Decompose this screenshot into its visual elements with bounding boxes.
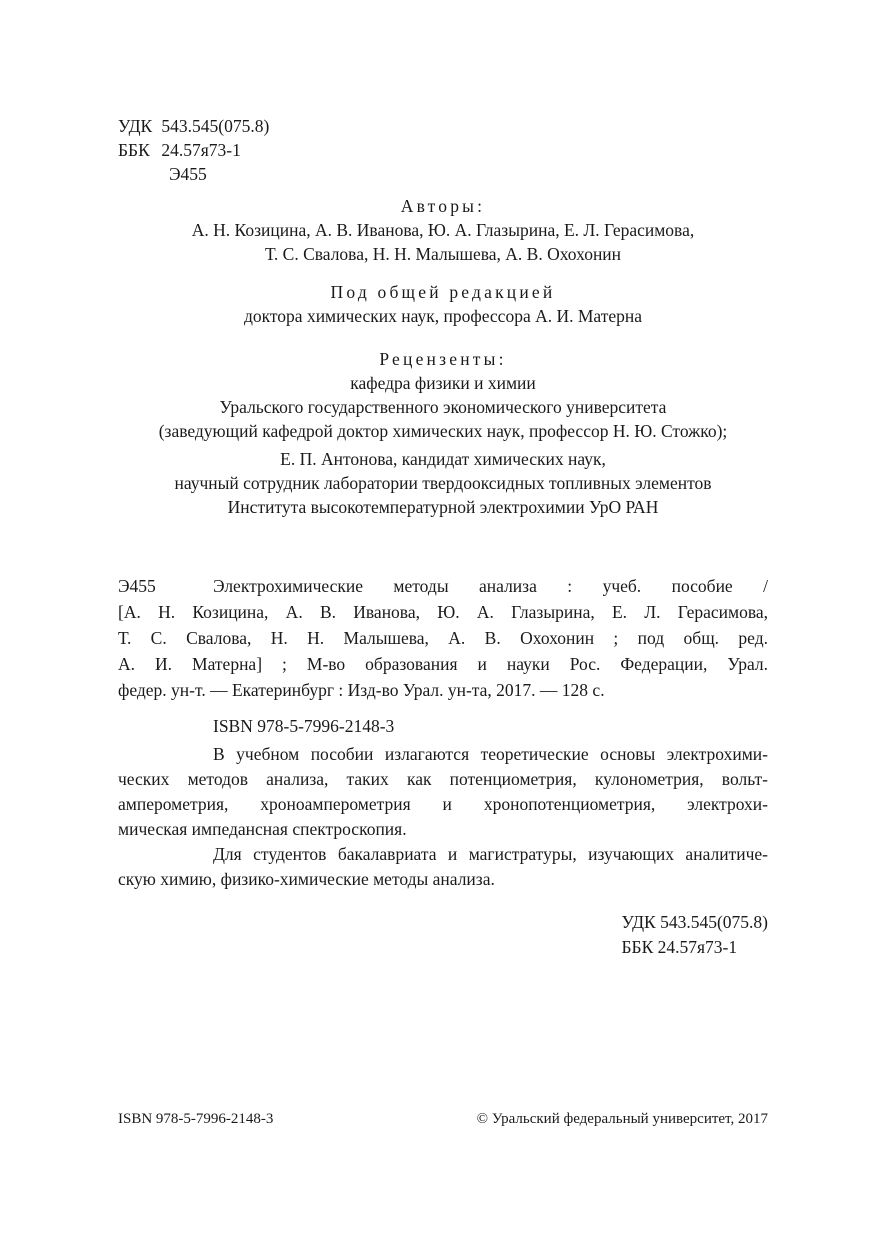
bbk-label: ББК <box>118 140 150 160</box>
biblio-line: [А. Н. Козицина, А. В. Иванова, Ю. А. Глазырина, Е. Л. Герасимова, <box>118 602 768 622</box>
annotation <box>118 742 768 892</box>
biblio-line: А. И. Матерна] ; М-во образования и науки Рос. Федерации, Урал. <box>118 654 768 674</box>
biblio-author-sign: Э455 <box>118 576 156 596</box>
reviewer-1-line-1: кафедра физики и химии <box>350 373 536 393</box>
annotation-line: скую химию, физико-химические методы анализа. <box>118 869 495 889</box>
annotation-line: амперометрия, хроноамперометрия и хронопотенциометрия, электрохи- <box>118 794 768 814</box>
reviewers-heading: Рецензенты: <box>379 349 507 369</box>
bbk-row <box>118 138 269 162</box>
reviewer-2-line-1: Е. П. Антонова, кандидат химических наук, <box>280 449 606 469</box>
reviewer-1-line-3: (заведующий кафедрой доктор химических наук, профессор Н. Ю. Стожко); <box>158 421 728 441</box>
biblio-description <box>213 574 768 600</box>
authors-block <box>118 194 768 266</box>
editor-line: доктора химических наук, профессора А. И. Матерна <box>243 306 643 326</box>
authors-heading: Авторы: <box>400 196 486 216</box>
bbk-value: 24.57я73-1 <box>161 140 241 160</box>
copyright-notice: © Уральский федеральный университет, 2017 <box>476 1111 768 1127</box>
authors-line-2: Т. С. Свалова, Н. Н. Малышева, А. В. Охохонин <box>264 244 622 264</box>
biblio-line: Электрохимические методы анализа : учеб. пособие / <box>213 576 768 596</box>
udk-label: УДК <box>118 116 153 136</box>
editor-heading: Под общей редакцией <box>330 282 556 302</box>
bbk-code: ББК 24.57я73-1 <box>621 937 738 957</box>
classification-codes-right <box>621 910 768 960</box>
annotation-line: В учебном пособии излагаются теоретические основы электрохими- <box>213 744 768 764</box>
biblio-continuation <box>118 600 768 704</box>
udk-code: УДК 543.545(075.8) <box>621 912 768 932</box>
reviewer-2-line-3: Института высокотемпературной электрохимии УрО РАН <box>227 497 659 517</box>
author-sign: Э455 <box>169 164 207 184</box>
reviewer-1-line-2: Уральского государственного экономического университета <box>219 397 667 417</box>
classification-codes <box>118 114 269 186</box>
bibliographic-entry <box>118 574 768 738</box>
biblio-line: Т. С. Свалова, Н. Н. Малышева, А. В. Охохонин ; под общ. ред. <box>118 628 768 648</box>
udk-row <box>118 114 269 138</box>
annotation-line: мическая импедансная спектроскопия. <box>118 819 407 839</box>
editor-block <box>118 280 768 328</box>
biblio-isbn: ISBN 978-5-7996-2148-3 <box>213 716 395 736</box>
authors-line-1: А. Н. Козицина, А. В. Иванова, Ю. А. Глазырина, Е. Л. Герасимова, <box>191 220 695 240</box>
annotation-line: ческих методов анализа, таких как потенциометрия, кулонометрия, вольт- <box>118 769 768 789</box>
udk-value: 543.545(075.8) <box>161 116 270 136</box>
reviewer-2-line-2: научный сотрудник лаборатории твердооксидных топливных элементов <box>174 473 712 493</box>
annotation-line: Для студентов бакалавриата и магистратуры, изучающих аналитиче- <box>213 844 768 864</box>
biblio-line: федер. ун-т. — Екатеринбург : Изд-во Урал. ун-та, 2017. — 128 с. <box>118 680 605 700</box>
footer-isbn: ISBN 978-5-7996-2148-3 <box>118 1111 274 1127</box>
reviewers-block <box>118 347 768 519</box>
